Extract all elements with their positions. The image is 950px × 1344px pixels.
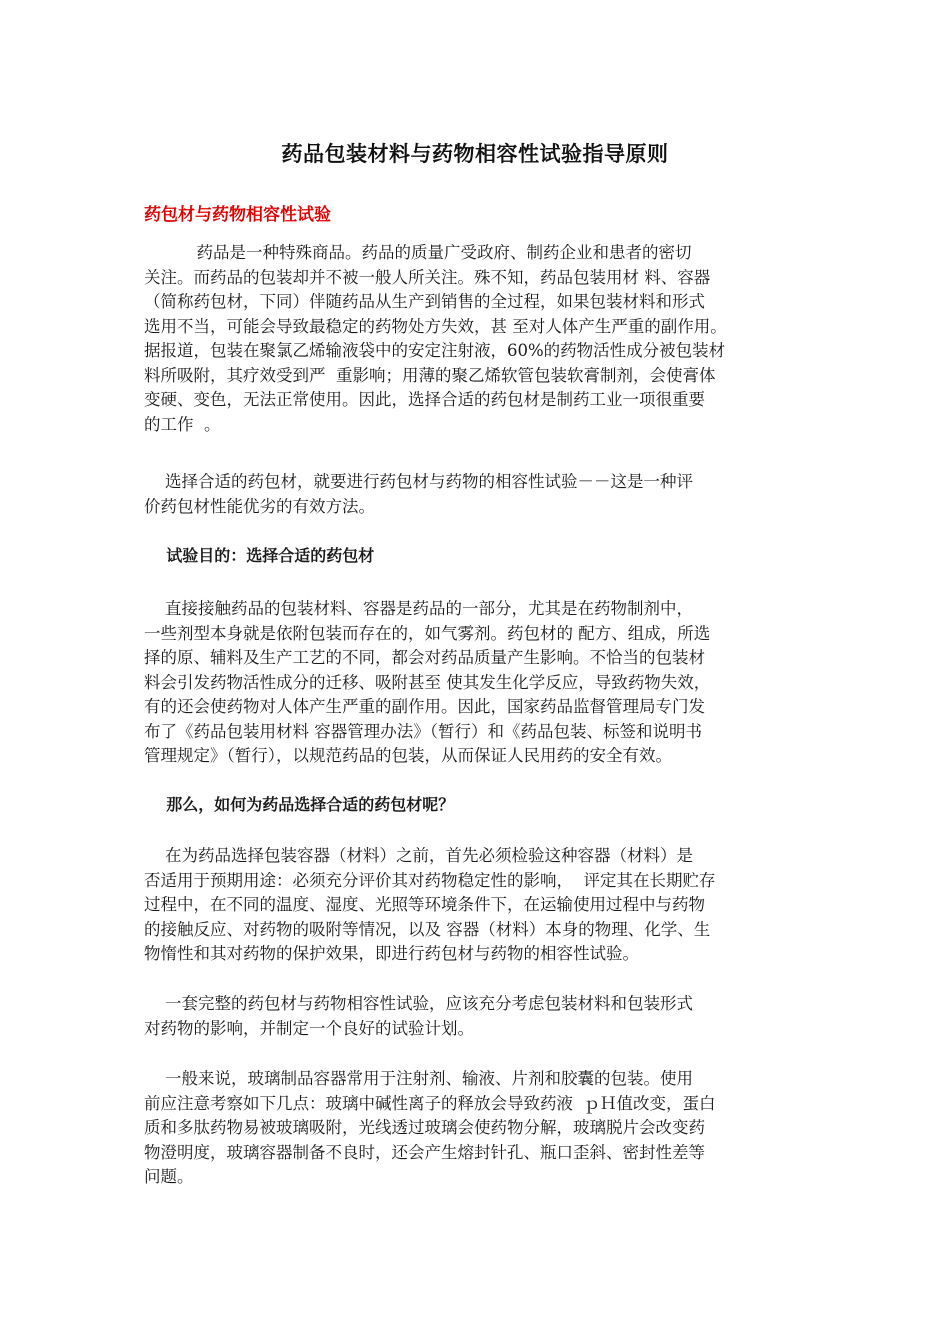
subheading-how-block [144, 793, 824, 817]
text-line: 在为药品选择包装容器（材料）之前，首先必须检验这种容器（材料）是 [144, 846, 693, 865]
text-line: 一套完整的药包材与药物相容性试验，应该充分考虑包装材料和包装形式 [144, 994, 693, 1013]
text-line: 否适用于预期用途：必须充分评价其对药物稳定性的影响， 评定其在长期贮存 [144, 870, 716, 890]
text-line: 料会引发药物活性成分的迁移、吸附甚至 使其发生化学反应，导致药物失效， [144, 672, 711, 692]
text-line: 择的原、辅料及生产工艺的不同，都会对药品质量产生影响。不恰当的包装材 [144, 648, 705, 667]
text-line: 的接触反应、对药物的吸附等情况，以及 容器（材料）本身的物理、化学、生 [144, 919, 711, 939]
text-line: 直接接触药品的包装材料、容器是药品的一部分，尤其是在药物制剂中， [144, 599, 693, 618]
text-line: 对药物的影响，并制定一个良好的试验计划。 [144, 1018, 474, 1038]
text-line: 质和多肽药物易被玻璃吸附，光线透过玻璃会使药物分解，玻璃脱片会改变药 [144, 1118, 705, 1137]
subheading-purpose: 试验目的：选择合适的药包材 [144, 546, 375, 565]
paragraph-evaluation [144, 844, 824, 967]
text-line: 物澄明度，玻璃容器制备不良时，还会产生熔封针孔、瓶口歪斜、密封性差等 [144, 1142, 705, 1162]
text-line: 布了《药品包装用材料 容器管理办法》（暂行）和《药品包装、标签和说明书 [144, 721, 702, 741]
paragraph-test-plan [144, 992, 824, 1041]
paragraph-intro [144, 241, 824, 437]
text-line: 选择合适的药包材，就要进行药包材与药物的相容性试验－－这是一种评 [144, 472, 693, 491]
text-line: 物惰性和其对药物的保护效果，即进行药包材与药物的相容性试验。 [144, 944, 639, 963]
paragraph-glass [144, 1067, 824, 1190]
text-line: 前应注意考察如下几点：玻璃中碱性离子的释放会导致药液 ｐＨ值改变，蛋白 [144, 1093, 716, 1113]
subheading-how: 那么，如何为药品选择合适的药包材呢？ [144, 795, 455, 814]
text-line: 据报道，包装在聚氯乙烯输液袋中的安定注射液，60%的药物活性成分被包装材 [144, 341, 726, 360]
document-title: 药品包装材料与药物相容性试验指导原则 [281, 142, 669, 166]
section-heading: 药包材与药物相容性试验 [144, 205, 331, 225]
text-line: 料所吸附，其疗效受到严 重影响；用薄的聚乙烯软管包装软膏制剂，会使膏体 [144, 365, 716, 385]
text-line: 的工作 。 [144, 414, 221, 434]
text-line: 有的还会使药物对人体产生严重的副作用。因此，国家药品监督管理局专门发 [144, 697, 705, 716]
text-line: （简称药包材，下同）伴随药品从生产到销售的全过程，如果包装材料和形式 [144, 292, 705, 311]
paragraph-selection [144, 470, 824, 519]
text-line: 过程中，在不同的温度、湿度、光照等环境条件下，在运输使用过程中与药物 [144, 895, 705, 914]
text-line: 药品是一种特殊商品。药品的质量广受政府、制药企业和患者的密切 [144, 243, 692, 262]
paragraph-purpose [144, 597, 824, 769]
text-line: 价药包材性能优劣的有效方法。 [144, 496, 375, 516]
text-line: 变硬、变色，无法正常使用。因此，选择合适的药包材是制药工业一项很重要 [144, 390, 705, 409]
text-line: 一些剂型本身就是依附包装而存在的，如气雾剂。药包材的 配方、组成，所选 [144, 623, 711, 643]
text-line: 关注。而药品的包装却并不被一般人所关注。殊不知，药品包装用材 料、容器 [144, 267, 711, 287]
text-line: 一般来说，玻璃制品容器常用于注射剂、输液、片剂和胶囊的包装。使用 [144, 1069, 693, 1088]
text-line: 选用不当，可能会导致最稳定的药物处方失效，甚 至对人体产生严重的副作用。 [144, 316, 727, 336]
subheading-purpose-block [144, 544, 824, 568]
text-line: 管理规定》（暂行），以规范药品的包装，从而保证人民用药的安全有效。 [144, 746, 672, 765]
text-line: 问题。 [144, 1167, 194, 1186]
